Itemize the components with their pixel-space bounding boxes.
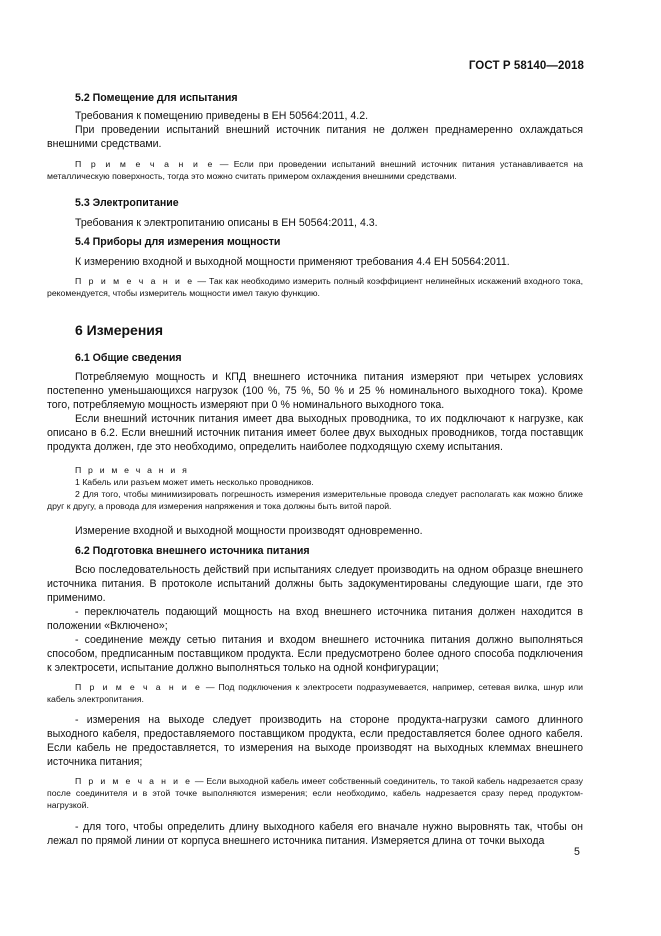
s61-notes-heading: [47, 464, 583, 476]
s61-paragraph-2: Если внешний источник питания имеет два выходных проводника, то их подключают к нагрузке, как описано в 6.2. Если внешний источник питания имеет более двух выходных проводников, тогда поставщик продукта должен, где это необходимо, определить наиболее подходящую схему испытания.: [47, 413, 583, 453]
section-6-2-title: 6.2 Подготовка внешнего источника питания: [75, 545, 310, 557]
note-label: П р и м е ч а н и е: [75, 682, 203, 692]
s54-note: [47, 275, 583, 299]
section-5-2-title: 5.2 Помещение для испытания: [75, 92, 238, 104]
s52-note-text: Если при проведении испытаний внешний источник питания устанавливается на металлическую поверхность, тогда это можно считать примером охлаждения внешними средствами.: [47, 159, 583, 181]
s62-bullet-4: - для того, чтобы определить длину выходного кабеля его вначале нужно выровнять так, чтобы он лежал по прямой линии от корпуса внешнего источника питания. Измеряется длина от точки выхода: [47, 821, 583, 847]
note-label: П р и м е ч а н и е: [75, 276, 195, 286]
s54-paragraph-1: К измерению входной и выходной мощности применяют требования 4.4 ЕН 50564:2011.: [75, 256, 510, 268]
s62-note-2-text: Если выходной кабель имеет собственный соединитель, то такой кабель надрезается сразу после соединителя и в этой точке выполняются измерения; если необходимо, кабель надрезается сразу перед продуктом-нагрузкой.: [47, 776, 583, 810]
note-label: П р и м е ч а н и е: [75, 159, 215, 169]
s52-paragraph-2: При проведении испытаний внешний источник питания не должен преднамеренно охлаждаться внешними средствами.: [47, 124, 583, 150]
s52-note: [47, 158, 583, 182]
s61-paragraph-1: Потребляемую мощность и КПД внешнего источника питания измеряют при четырех условиях постепенно уменьшающихся нагрузок (100 %, 75 %, 50 % и 25 % номинального выходного тока). Кроме того, потребляемую мощность измеряют при 0 % номинального выходного тока.: [47, 371, 583, 411]
note-dash: —: [197, 276, 206, 286]
note-dash: —: [205, 682, 215, 692]
note-label: П р и м е ч а н и е: [75, 776, 193, 786]
section-5-3-title: 5.3 Электропитание: [75, 197, 179, 209]
s62-bullet-2: - соединение между сетью питания и входом внешнего источника питания должно выполняться способом, предписанным поставщиком продукта. Если предусмотрено более одного способа подключения к электросети, испытание должно выполняться только на одной конфигурации;: [47, 634, 583, 674]
s61-note-2: 2 Для того, чтобы минимизировать погрешность измерения измерительные провода следует располагать как можно ближе друг к другу, а провода для измерения напряжения и тока должны быть витой парой.: [47, 489, 583, 511]
page-body: [47, 91, 583, 848]
s62-bullet-1: - переключатель подающий мощность на вход внешнего источника питания должен находится в положении «Включено»;: [47, 606, 583, 632]
s61-note-1: 1 Кабель или разъем может иметь несколько проводников.: [75, 477, 314, 487]
s61-paragraph-3: Измерение входной и выходной мощности производят одновременно.: [75, 525, 423, 537]
s53-paragraph-1: Требования к электропитанию описаны в ЕН 50564:2011, 4.3.: [75, 217, 378, 229]
page-number: 5: [574, 846, 580, 858]
s62-bullet-3: - измерения на выходе следует производить на стороне продукта-нагрузки самого длинного выходного кабеля, предоставляемого поставщиком продукта, если предоставляется более одного кабеля. Если кабель не предоставляется, то измерения на выходе производят на выходных клеммах внешнего источника питания;: [47, 714, 583, 768]
s62-paragraph-1: Всю последовательность действий при испытаниях следует производить на одном образце внешнего источника питания. В протоколе испытаний должны быть задокументированы следующие шаги, где это применимо.: [47, 564, 583, 604]
note-dash: —: [219, 159, 229, 169]
standard-header: ГОСТ Р 58140—2018: [468, 60, 584, 72]
s62-note-1-text: Под подключения к электросети подразумевается, например, сетевая вилка, шнур или кабель электропитания.: [47, 682, 583, 704]
section-6-title: 6 Измерения: [75, 322, 164, 338]
s52-paragraph-1: Требования к помещению приведены в ЕН 50564:2011, 4.2.: [75, 110, 369, 122]
note-dash: —: [194, 776, 204, 786]
section-5-4-title: 5.4 Приборы для измерения мощности: [75, 236, 281, 248]
s54-note-text: Так как необходимо измерить полный коэффициент нелинейных искажений входного тока, рекомендуется, чтобы измеритель мощности имел такую функцию.: [47, 276, 583, 298]
section-6-1-title: 6.1 Общие сведения: [75, 352, 182, 364]
s62-note-2: [47, 775, 583, 811]
notes-label: П р и м е ч а н и я: [75, 465, 189, 475]
s62-note-1: [47, 681, 583, 705]
